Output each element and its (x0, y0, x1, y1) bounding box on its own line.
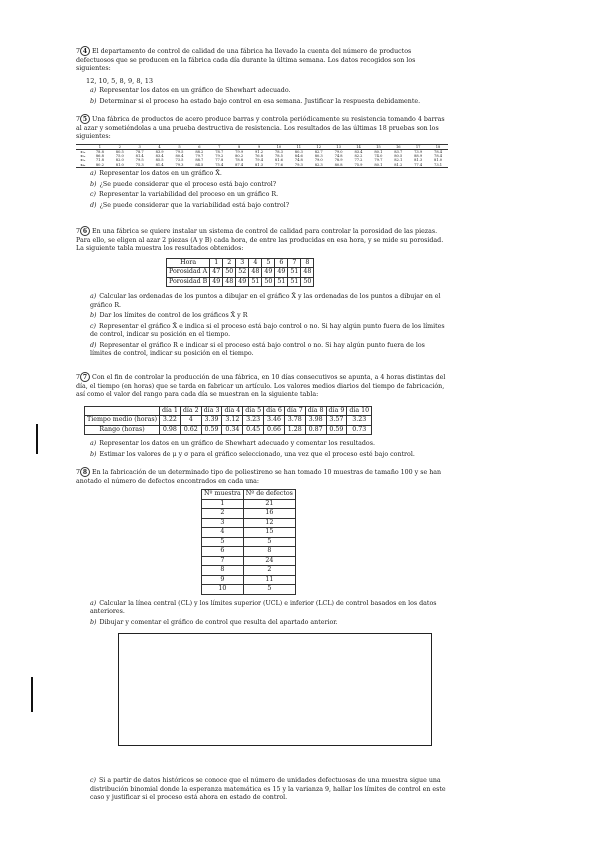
table-cell: 80.4 (175, 154, 184, 159)
item-b (90, 312, 448, 321)
table-cell: 3.23 (347, 416, 372, 426)
row-label: 2 (202, 509, 244, 519)
item-label: d) (90, 201, 97, 209)
table-cell: 79.0 (334, 149, 343, 154)
column-header: 11 (296, 144, 302, 149)
item-text: Representar los datos en un gráfico de Shewhart adecuado y comentar los resultados. (99, 440, 375, 447)
table-cell: 79.3 (175, 162, 184, 167)
table-cell: 79.7 (374, 158, 383, 163)
table-cell: 48 (223, 277, 236, 287)
table-row (202, 566, 296, 576)
table-cell: 79.5 (135, 158, 144, 163)
row-label: Porosidad B (167, 277, 210, 287)
table-cell: 78.9 (334, 158, 343, 163)
item-label: b) (90, 618, 97, 626)
column-header: Nº de defectos (243, 490, 295, 500)
table-cell: 3.57 (326, 416, 347, 426)
table-cell: 80.5 (394, 154, 403, 159)
table-cell: 48 (301, 268, 314, 278)
table-cell: 0.73 (347, 425, 372, 435)
table-cell: 0.59 (201, 425, 222, 435)
table-cell: 3.22 (160, 416, 181, 426)
column-header: 6 (275, 258, 288, 268)
exercise-prefix: 7 (76, 48, 81, 55)
table-cell: 74.8 (334, 154, 343, 159)
column-header: 5 (262, 258, 275, 268)
table-cell: 3.78 (284, 416, 305, 426)
table-cell: 75.3 (135, 162, 144, 167)
item-a (90, 87, 448, 96)
column-header: 4 (249, 258, 262, 268)
column-header: 8 (301, 258, 314, 268)
table-cell: 79.9 (235, 149, 244, 154)
item-label: b) (90, 97, 97, 105)
table-cell: 81.4 (155, 162, 164, 167)
column-header: 2 (118, 144, 121, 149)
table-cell: 80.3 (314, 154, 323, 159)
table-cell: 51 (275, 277, 288, 287)
table-cell: 75.4 (215, 162, 224, 167)
table-cell: 16 (243, 509, 295, 519)
exercise-prefix: 7 (76, 374, 81, 381)
item-label: c) (90, 191, 96, 199)
item-label: c) (90, 777, 96, 784)
table-cell: 78.7 (215, 149, 224, 154)
item-label: a) (90, 170, 97, 178)
table-cell: 79.3 (294, 162, 303, 167)
exercise-number-badge: 7 (80, 372, 90, 382)
column-header: 18 (435, 144, 441, 149)
exercise-8-statement (76, 467, 448, 486)
table-cell: 76.8 (255, 154, 264, 159)
row-label: x₁ₙ (80, 149, 86, 154)
item-text: Representar el gráfico X̄ e indica si el proceso está bajo control o no. Si hay algún punto fuera de los límites de control, indicar su posición en el tiempo. (90, 322, 445, 338)
item-text: Calcular la línea central (CL) y los límites superior (UCL) e inferior (LCL) de control basados en los datos anteriores. (90, 599, 437, 615)
column-header: día 10 (347, 406, 372, 416)
item-text: Calcular las ordenadas de los puntos a dibujar en el gráfico X̄ y las ordenadas de los puntos a dibujar en el gráfico R. (90, 293, 441, 309)
item-text: Representar el gráfico R e indicar si el proceso está bajo control o no. Si hay algún punto fuera de los límites de control, indicar su posición en el tiempo. (90, 341, 425, 357)
item-text: Representar la variabilidad del proceso en un gráfico R. (98, 191, 279, 199)
exercise-4-statement (76, 46, 448, 74)
item-a (90, 440, 448, 449)
table-cell: 77.6 (274, 162, 283, 167)
table-cell: 81.2 (394, 162, 403, 167)
item-text: Dar los límites de control de los gráficos X̄ y R (99, 312, 248, 319)
table-cell: 86.8 (95, 154, 104, 159)
table-cell: 47 (210, 268, 223, 278)
table-cell: 0.34 (222, 425, 243, 435)
table-cell: 78.4 (434, 154, 443, 159)
item-a (90, 293, 448, 310)
exercise-7-statement (76, 372, 448, 400)
table-cell: 82.0 (115, 158, 124, 163)
row-label: 1 (202, 499, 244, 509)
table-row (202, 518, 296, 528)
table-cell: 52 (236, 268, 249, 278)
table-cell: 24 (243, 556, 295, 566)
table-row (76, 163, 448, 168)
exercise-text: Con el fin de controlar la producción de una fábrica, en 10 días consecutivos se apunta, a 4 horas distintas del día, el tiempo (en horas) que se tarda en fabricar un artículo. Los valores medios diarios del tiempo de fabricación, así como el valor del rango para cada día se muestran en la siguiente tabla: (76, 374, 446, 398)
column-header: Nº muestra (202, 490, 244, 500)
column-header: 8 (237, 144, 241, 149)
resistance-table (76, 144, 448, 169)
table-cell: 81.3 (255, 162, 264, 167)
exercise-5-statement (76, 114, 448, 142)
table-row (202, 575, 296, 585)
table-cell: 79.0 (314, 158, 323, 163)
column-header: 3 (138, 144, 141, 149)
table-row (167, 268, 314, 278)
table-cell: 51 (288, 277, 301, 287)
table-cell: 83.4 (354, 149, 363, 154)
item-b (90, 451, 448, 460)
table-row (85, 416, 372, 426)
table-cell: 80.8 (334, 162, 343, 167)
row-label: 6 (202, 547, 244, 557)
table-cell: 80.3 (294, 149, 303, 154)
table-cell: 3.39 (201, 416, 222, 426)
column-header: 13 (336, 144, 341, 149)
table-cell: 82.2 (354, 154, 363, 159)
blank-plot-area (118, 633, 432, 746)
table-cell: 49 (236, 277, 249, 287)
column-header: día 2 (180, 406, 201, 416)
item-label: a) (90, 293, 97, 300)
item-label: c) (90, 322, 96, 330)
table-cell: 50 (223, 268, 236, 278)
table-cell: 81.4 (135, 154, 144, 159)
table-cell: 88.9 (414, 154, 423, 159)
table-cell: 80.1 (374, 162, 383, 167)
table-row (202, 499, 296, 509)
table-cell: 88.2 (195, 149, 204, 154)
table-cell: 2 (243, 566, 295, 576)
item-text: Representar los datos en un gráfico X̄. (99, 170, 222, 178)
table-cell: 78.7 (135, 149, 144, 154)
table-header-row (85, 406, 372, 416)
row-label: 10 (202, 585, 244, 595)
table-cell: 79.4 (255, 158, 264, 163)
item-b (90, 181, 448, 190)
row-label: 5 (202, 537, 244, 547)
table-cell: 79.7 (195, 154, 204, 159)
table-row (202, 556, 296, 566)
table-cell: 3.98 (305, 416, 326, 426)
column-header: 9 (257, 144, 261, 149)
exercise-number-badge: 5 (80, 114, 90, 124)
item-d (90, 202, 448, 211)
row-label: 7 (202, 556, 244, 566)
row-label: Porosidad A (167, 268, 210, 278)
column-header: 4 (158, 144, 161, 149)
exercise-text: En una fábrica se quiere instalar un sistema de control de calidad para controlar la porosidad de las piezas. Para ello, se eligen al azar 2 piezas (A y B) cada hora, de entre las producidas en esa hora, y se mide su porosidad. La siguiente tabla muestra los resultados obtenidos: (76, 228, 444, 252)
item-text: Representar los datos en un gráfico de Shewhart adecuado. (99, 87, 291, 95)
table-cell: 5 (243, 585, 295, 595)
table-cell: 84.6 (294, 154, 303, 159)
table-cell: 75.9 (354, 162, 363, 167)
item-a (90, 600, 448, 617)
item-label: b) (90, 180, 97, 188)
column-header: 2 (223, 258, 236, 268)
table-cell: 3.46 (264, 416, 285, 426)
table-cell: 79.2 (215, 154, 224, 159)
column-header: día 3 (201, 406, 222, 416)
table-cell: 3.23 (243, 416, 264, 426)
item-label: a) (90, 87, 97, 95)
table-cell: 81.0 (115, 162, 124, 167)
item-b (90, 619, 448, 628)
table-cell: 0.45 (243, 425, 264, 435)
table-cell: 77.8 (215, 158, 224, 163)
table-row (202, 528, 296, 538)
column-header: día 9 (326, 406, 347, 416)
table-cell: 78.4 (434, 149, 443, 154)
table-cell: 74.0 (374, 154, 383, 159)
table-cell: 80.1 (374, 149, 383, 154)
porosity-table (166, 258, 314, 288)
table-cell: 3.12 (222, 416, 243, 426)
table-cell: 78.8 (235, 158, 244, 163)
item-text: Si a partir de datos históricos se conoce que el número de unidades defectuosas de una muestra sigue una distribución binomial donde la esperanza matemática es 15 y la varianza 9, hallar los límites de control en este caso y justificar si el proceso está ahora en estado de control. (90, 777, 446, 801)
table-cell: 83.4 (155, 154, 164, 159)
item-label: a) (90, 599, 97, 607)
table-cell: 51 (288, 268, 301, 278)
exercise-5 (76, 114, 448, 210)
table-cell: 51 (249, 277, 262, 287)
item-label: a) (90, 440, 97, 447)
defects-table (201, 489, 296, 595)
table-cell: 77.2 (354, 158, 363, 163)
table-cell: 78.5 (274, 154, 283, 159)
table-header-row (167, 258, 314, 268)
row-label: 9 (202, 575, 244, 585)
table-cell: 50 (301, 277, 314, 287)
column-header: día 1 (160, 406, 181, 416)
item-a (90, 170, 448, 179)
item-c (90, 323, 448, 340)
table-cell: 0.87 (305, 425, 326, 435)
table-cell: 87.4 (235, 162, 244, 167)
table-cell: 5 (243, 537, 295, 547)
table-cell: 11 (243, 575, 295, 585)
table-cell: 49 (210, 277, 223, 287)
exercise-prefix: 7 (76, 469, 81, 476)
column-header: 1 (98, 144, 102, 149)
exercise-number-badge: 8 (80, 467, 90, 477)
table-cell: 79.5 (175, 149, 184, 154)
column-header: 3 (236, 258, 249, 268)
table-cell: 83.7 (394, 149, 403, 154)
table-row (202, 585, 296, 595)
row-label: Rango (horas) (85, 425, 160, 435)
exercise-4 (76, 46, 448, 106)
table-cell: 71.8 (95, 158, 104, 163)
table-cell: 49 (262, 268, 275, 278)
row-label: Tiempo medio (horas) (85, 416, 160, 426)
table-row (202, 547, 296, 557)
table-cell: 1.28 (284, 425, 305, 435)
exercise-8-item-c (76, 775, 448, 803)
table-cell: 83.9 (155, 149, 164, 154)
table-cell: 21 (243, 499, 295, 509)
item-text: Dibujar y comentar el gráfico de control que resulta del apartado anterior. (99, 618, 338, 626)
table-cell: 80.5 (115, 149, 124, 154)
table-cell: 0.62 (180, 425, 201, 435)
table-cell: 82.1 (394, 158, 403, 163)
table-cell: 88.7 (195, 158, 204, 163)
exercise-text: Una fábrica de productos de acero produce barras y controla periódicamente su resistencia tomando 4 barras al azar y sometiéndolas a una prueba destructiva de resistencia. Los resultados de las últimas 18 pruebas son los siguientes: (76, 116, 445, 140)
table-header-row (202, 490, 296, 500)
column-header: 14 (356, 144, 361, 149)
column-header: día 4 (222, 406, 243, 416)
exercise-8 (76, 467, 448, 627)
table-cell: 48 (249, 268, 262, 278)
table-cell: 12 (243, 518, 295, 528)
table-row (202, 537, 296, 547)
table-cell: 82.3 (314, 162, 323, 167)
table-cell: 77.4 (414, 162, 423, 167)
item-c (90, 191, 448, 200)
column-header: 1 (210, 258, 223, 268)
column-header: día 6 (264, 406, 285, 416)
production-time-table (84, 406, 372, 436)
item-label: b) (90, 450, 97, 458)
exercise-6 (76, 226, 448, 359)
table-row (85, 425, 372, 435)
table-cell: 80.2 (95, 162, 104, 167)
exercise-number-badge: 4 (80, 46, 90, 56)
table-cell: 91.2 (255, 149, 264, 154)
column-header: 15 (376, 144, 381, 149)
column-header: 10 (276, 144, 282, 149)
table-cell: 81.3 (414, 158, 423, 163)
column-header: 16 (395, 144, 401, 149)
table-cell: 81.6 (274, 158, 283, 163)
column-header: 5 (178, 144, 181, 149)
table-cell: 84.5 (195, 162, 204, 167)
item-text: Determinar si el proceso ha estado bajo control en esa semana. Justificar la respuesta debidamente. (99, 97, 421, 105)
table-cell: 50 (262, 277, 275, 287)
table-cell: 8 (243, 547, 295, 557)
item-label: b) (90, 312, 97, 319)
row-label: 8 (202, 566, 244, 576)
table-cell: 73.9 (414, 149, 423, 154)
table-cell: 0.98 (160, 425, 181, 435)
table-row (202, 509, 296, 519)
item-text: ¿Se puede considerar que el proceso está bajo control? (99, 180, 277, 188)
column-header: Hora (167, 258, 210, 268)
table-row (167, 277, 314, 287)
item-d (90, 342, 448, 359)
row-label: x₂ₙ (80, 154, 86, 159)
item-c (90, 777, 448, 803)
item-text: ¿Se puede considerar que la variabilidad está bajo control? (99, 201, 290, 209)
table-cell: 80.2 (235, 154, 244, 159)
column-header: 7 (218, 144, 221, 149)
table-cell: 82.7 (314, 149, 323, 154)
table-cell: 78.8 (95, 149, 104, 154)
column-header: día 7 (284, 406, 305, 416)
margin-mark (31, 677, 33, 712)
column-header: día 8 (305, 406, 326, 416)
table-cell: 73.5 (175, 158, 184, 163)
table-cell: 0.66 (264, 425, 285, 435)
table-cell: 74.8 (294, 158, 303, 163)
column-header: 7 (288, 258, 301, 268)
exercise-number-badge: 6 (80, 226, 90, 236)
table-cell: 75.0 (115, 154, 124, 159)
exercise-text: El departamento de control de calidad de una fábrica ha llevado la cuenta del número de productos defectuosos que se producen en la fábrica cada día durante la última semana. Los datos recogidos son los siguientes: (76, 48, 416, 72)
row-label: x₄ₙ (80, 162, 86, 167)
column-header: 12 (316, 144, 321, 149)
table-cell: 81.0 (434, 158, 443, 163)
table-cell: 78.3 (274, 149, 283, 154)
row-label: 3 (202, 518, 244, 528)
table-cell: 73.1 (434, 162, 443, 167)
exercise-prefix: 7 (76, 228, 81, 235)
item-b (90, 98, 448, 107)
table-cell: 85.5 (155, 158, 164, 163)
column-header (85, 406, 160, 416)
column-header: día 5 (243, 406, 264, 416)
table-cell: 0.59 (326, 425, 347, 435)
data-sequence: 12, 10, 5, 8, 9, 8, 13 (86, 76, 154, 85)
row-label: 4 (202, 528, 244, 538)
exercise-6-statement (76, 226, 448, 254)
column-header: 6 (198, 144, 201, 149)
row-label: x₃ₙ (80, 158, 86, 163)
exercise-7 (76, 372, 448, 459)
exercise-text: En la fabricación de un determinado tipo de poliestireno se han tomado 10 muestras de tamaño 100 y se han anotado el número de defectos encontrados en cada una: (76, 469, 442, 485)
table-cell: 15 (243, 528, 295, 538)
item-label: d) (90, 341, 97, 349)
item-text: Estimar los valores de μ y σ para el gráfico seleccionado, una vez que el proceso esté bajo control. (99, 450, 415, 458)
column-header: 17 (415, 144, 421, 149)
exercise-prefix: 7 (76, 116, 81, 123)
table-cell: 4 (180, 416, 201, 426)
margin-mark (36, 424, 38, 454)
table-cell: 49 (275, 268, 288, 278)
